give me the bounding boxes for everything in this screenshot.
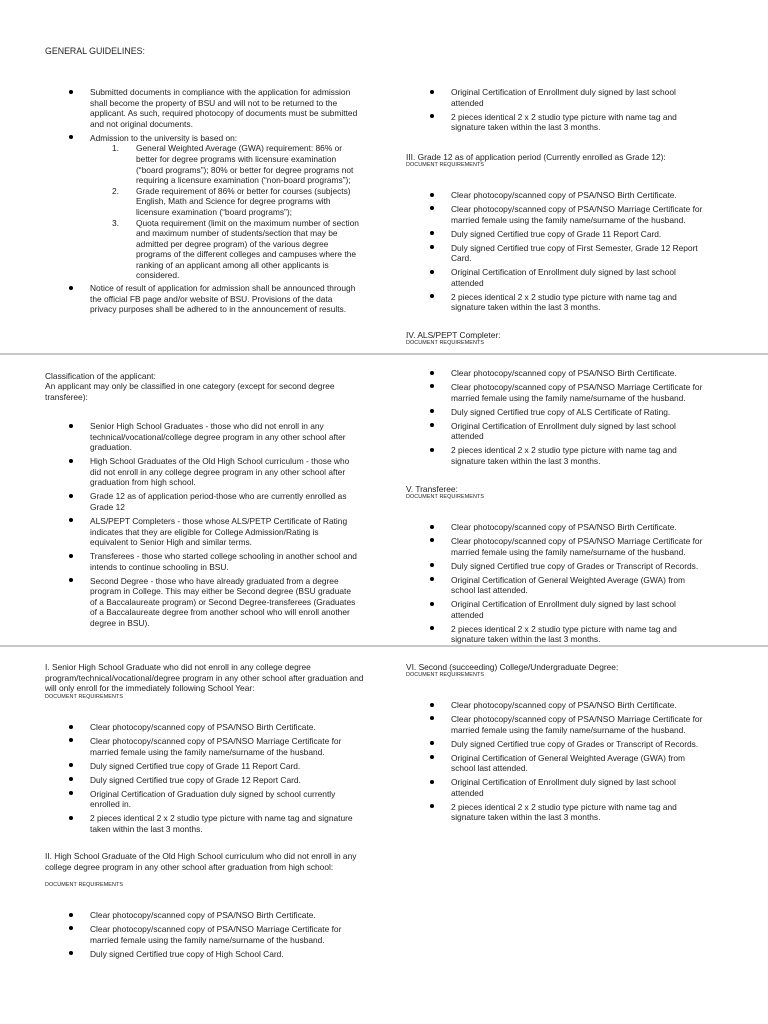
- list-item: 2 pieces identical 2 x 2 studio type picture with name tag and signature taken within the last 3 months.: [90, 813, 358, 834]
- list-item: 2 pieces identical 2 x 2 studio type picture with name tag and signature taken within the last 3 months.: [451, 802, 709, 823]
- list-item: Clear photocopy/scanned copy of PSA/NSO Birth Certificate.: [451, 700, 709, 711]
- bullet-icon: [430, 231, 434, 235]
- bullet-icon: [69, 518, 73, 522]
- list-item: Original Certification of General Weighted Average (GWA) from school last attended.: [451, 753, 709, 774]
- bullet-icon: [430, 703, 434, 707]
- list-item: Original Certification of Enrollment duly signed by last school attended: [451, 599, 709, 620]
- bullet-icon: [430, 206, 434, 210]
- list-item: Clear photocopy/scanned copy of PSA/NSO Birth Certificate.: [451, 368, 709, 379]
- list-item: Senior High School Graduates - those who did not enroll in any technical/vocational/college degree program in any other school after graduation.: [90, 421, 358, 453]
- section-v-heading: V. Transferee:: [406, 484, 458, 494]
- classification-list: [90, 421, 358, 632]
- document-requirements-label: DOCUMENT REQUIREMENTS: [45, 694, 124, 700]
- list-item: Original Certification of Enrollment duly signed by last school attended: [451, 87, 709, 108]
- list-item: Clear photocopy/scanned copy of PSA/NSO Marriage Certificate for married female using the family name/surname of the husband.: [451, 536, 709, 557]
- list-item: ALS/PEPT Completers - those whose ALS/PETP Certificate of Rating indicates that they are eligible for College Admission/Rating is equivalent to Senior High and similar terms.: [90, 516, 358, 548]
- list-item: 2 pieces identical 2 x 2 studio type picture with name tag and signature taken within the last 3 months.: [451, 445, 709, 466]
- document-requirements-label: DOCUMENT REQUIREMENTS: [406, 162, 485, 168]
- bullet-icon: [430, 448, 434, 452]
- list-item: Clear photocopy/scanned copy of PSA/NSO Birth Certificate.: [451, 522, 709, 533]
- list-item: Original Certification of Enrollment duly signed by last school attended: [451, 421, 709, 442]
- section-ii-heading: II. High School Graduate of the Old High School curriculum who did not enroll in any college degree program in any other school after graduation from high school:: [45, 851, 357, 872]
- section-vi-list: [451, 700, 709, 826]
- bullet-icon: [69, 494, 73, 498]
- classification-heading: Classification of the applicant:: [45, 371, 156, 381]
- bullet-icon: [430, 804, 434, 808]
- bullet-icon: [69, 951, 73, 955]
- list-item: Second Degree - those who have already graduated from a degree program in College. This may either be Second degree (BSU graduate of a Baccalaureate program) or Second Degree-transferees (Graduates of a Baccalaureate degree from another school who will enroll another degree in BSU).: [90, 576, 358, 629]
- bullet-icon: [69, 554, 73, 558]
- list-item: Clear photocopy/scanned copy of PSA/NSO Birth Certificate.: [451, 190, 709, 201]
- list-item: 3. Quota requirement (limit on the maximum number of section and maximum number of students/section that may be admitted per degree program) of the various degree programs of the different colleges and campuses where the ranking of an applicant among all other applicants is considered.: [112, 217, 359, 281]
- general-guidelines-title: GENERAL GUIDELINES:: [45, 46, 145, 56]
- bullet-icon: [69, 459, 73, 463]
- bullet-icon: [430, 245, 434, 249]
- list-item: High School Graduates of the Old High School curriculum - those who did not enroll in any college degree program in any other school after graduation from high school.: [90, 456, 358, 488]
- bullet-icon: [430, 294, 434, 298]
- list-item: Clear photocopy/scanned copy of PSA/NSO Marriage Certificate for married female using the family name/surname of the husband.: [90, 736, 358, 757]
- list-item: Duly signed Certified true copy of ALS Certificate of Rating.: [451, 407, 709, 418]
- list-item: Transferees - those who started college schooling in another school and intends to continue schooling in BSU.: [90, 551, 358, 572]
- bullet-icon: [69, 738, 73, 742]
- section-divider: [0, 353, 768, 355]
- section-vi-heading: VI. Second (succeeding) College/Undergraduate Degree:: [406, 662, 619, 672]
- bullet-icon: [69, 90, 73, 94]
- bullet-icon: [69, 816, 73, 820]
- document-requirements-label: DOCUMENT REQUIREMENTS: [406, 494, 485, 500]
- bullet-icon: [430, 538, 434, 542]
- bullet-icon: [430, 577, 434, 581]
- list-item: Clear photocopy/scanned copy of PSA/NSO Marriage Certificate for married female using the family name/surname of the husband.: [451, 382, 709, 403]
- bullet-icon: [69, 913, 73, 917]
- general-guidelines-list: [90, 87, 358, 318]
- admission-criteria-list: [112, 143, 361, 281]
- list-item: 2. Grade requirement of 86% or better for courses (subjects) English, Math and Science for degree programs with licensure examination (“board programs”);: [112, 185, 351, 217]
- list-item: Notice of result of application for admission shall be announced through the official FB page and/or website of BSU. Provisions of the data privacy purposes shall be adhered to in the announcement of results.: [90, 283, 358, 315]
- bullet-icon: [430, 716, 434, 720]
- bullet-icon: [430, 755, 434, 759]
- list-item: Grade 12 as of application period-those who are currently enrolled as Grade 12: [90, 491, 358, 512]
- section-divider: [0, 645, 768, 647]
- section-ii-list: [90, 910, 358, 963]
- bullet-icon: [69, 135, 73, 139]
- bullet-icon: [69, 926, 73, 930]
- bullet-icon: [430, 626, 434, 630]
- bullet-icon: [430, 193, 434, 197]
- list-item: Duly signed Certified true copy of Grade 12 Report Card.: [90, 775, 358, 786]
- section-i-list: [90, 722, 358, 838]
- list-item: Clear photocopy/scanned copy of PSA/NSO Marriage Certificate for married female using the family name/surname of the husband.: [451, 204, 709, 225]
- list-item: Duly signed Certified true copy of High School Card.: [90, 949, 358, 960]
- document-requirements-label: DOCUMENT REQUIREMENTS: [406, 672, 485, 678]
- list-item: Admission to the university is based on: 1. General Weighted Average (GWA) requirement: 86% or better for degree programs with licensure examination (“board programs”); 80% or better for degree programs not requiring a licensure examination (“non-board programs”); 2. Grade requirement of 86% or better for courses (subjects) English, Math and Science for degree programs with licensure examination (“board programs”); 3. Quota requirement (limit on the maximum number of section and maximum number of students/section that may be admitted per degree program) of the various degree programs of the different colleges and campuses where the ranking of an applicant among all other applicants is considered.: [90, 133, 358, 281]
- list-item: Duly signed Certified true copy of Grade 11 Report Card.: [451, 229, 709, 240]
- list-item: Clear photocopy/scanned copy of PSA/NSO Marriage Certificate for married female using the family name/surname of the husband.: [451, 714, 709, 735]
- bullet-icon: [430, 90, 434, 94]
- document-requirements-label: DOCUMENT REQUIREMENTS: [45, 882, 124, 888]
- bullet-icon: [69, 777, 73, 781]
- list-item: Original Certification of General Weighted Average (GWA) from school last attended.: [451, 575, 709, 596]
- section-v-list: [451, 522, 709, 648]
- list-item: Duly signed Certified true copy of Grades or Transcript of Records.: [451, 561, 709, 572]
- list-item: 2 pieces identical 2 x 2 studio type picture with name tag and signature taken within the last 3 months.: [451, 292, 709, 313]
- section-iii-heading: III. Grade 12 as of application period (Currently enrolled as Grade 12):: [406, 152, 666, 162]
- bullet-icon: [69, 791, 73, 795]
- bullet-icon: [430, 563, 434, 567]
- bullet-icon: [430, 409, 434, 413]
- bullet-icon: [69, 578, 73, 582]
- list-item: Original Certification of Enrollment duly signed by last school attended: [451, 777, 709, 798]
- list-item: 2 pieces identical 2 x 2 studio type picture with name tag and signature taken within the last 3 months.: [451, 624, 709, 645]
- continued-requirements-list: [451, 87, 709, 136]
- section-iv-heading: IV. ALS/PEPT Completer:: [406, 330, 501, 340]
- list-item: Original Certification of Graduation duly signed by school currently enrolled in.: [90, 789, 358, 810]
- section-iv-list: [451, 368, 709, 470]
- bullet-icon: [69, 763, 73, 767]
- bullet-icon: [430, 371, 434, 375]
- list-item: Clear photocopy/scanned copy of PSA/NSO Birth Certificate.: [90, 910, 358, 921]
- bullet-icon: [430, 384, 434, 388]
- list-item: Duly signed Certified true copy of Grades or Transcript of Records.: [451, 739, 709, 750]
- classification-intro: An applicant may only be classified in one category (except for second degree transferee):: [45, 381, 335, 402]
- bullet-icon: [69, 725, 73, 729]
- list-item: Clear photocopy/scanned copy of PSA/NSO Birth Certificate.: [90, 722, 358, 733]
- section-i-heading: I. Senior High School Graduate who did not enroll in any college degree program/technical/vocational/degree program in any other school after graduation and will only enroll for the immediately following School Year:: [45, 662, 364, 694]
- bullet-icon: [430, 423, 434, 427]
- list-item: Duly signed Certified true copy of Grade 11 Report Card.: [90, 761, 358, 772]
- bullet-icon: [430, 114, 434, 118]
- list-item: Clear photocopy/scanned copy of PSA/NSO Marriage Certificate for married female using the family name/surname of the husband.: [90, 924, 358, 945]
- list-item: Original Certification of Enrollment duly signed by last school attended: [451, 267, 709, 288]
- list-item: 1. General Weighted Average (GWA) requirement: 86% or better for degree programs with licensure examination (“board programs”); 80% or better for degree programs not requiring a licensure examination (“non-board programs”);: [112, 143, 354, 186]
- bullet-icon: [430, 525, 434, 529]
- section-iii-list: [451, 190, 709, 316]
- bullet-icon: [430, 602, 434, 606]
- bullet-icon: [430, 741, 434, 745]
- bullet-icon: [430, 780, 434, 784]
- document-requirements-label: DOCUMENT REQUIREMENTS: [406, 340, 485, 346]
- list-item: Submitted documents in compliance with the application for admission shall become the property of BSU and will not to be returned to the applicant. As such, required photocopy of documents must be submitted and not original documents.: [90, 87, 358, 129]
- bullet-icon: [69, 424, 73, 428]
- list-item: Duly signed Certified true copy of First Semester, Grade 12 Report Card.: [451, 243, 709, 264]
- bullet-icon: [430, 270, 434, 274]
- list-item: 2 pieces identical 2 x 2 studio type picture with name tag and signature taken within the last 3 months.: [451, 112, 709, 133]
- bullet-icon: [69, 286, 73, 290]
